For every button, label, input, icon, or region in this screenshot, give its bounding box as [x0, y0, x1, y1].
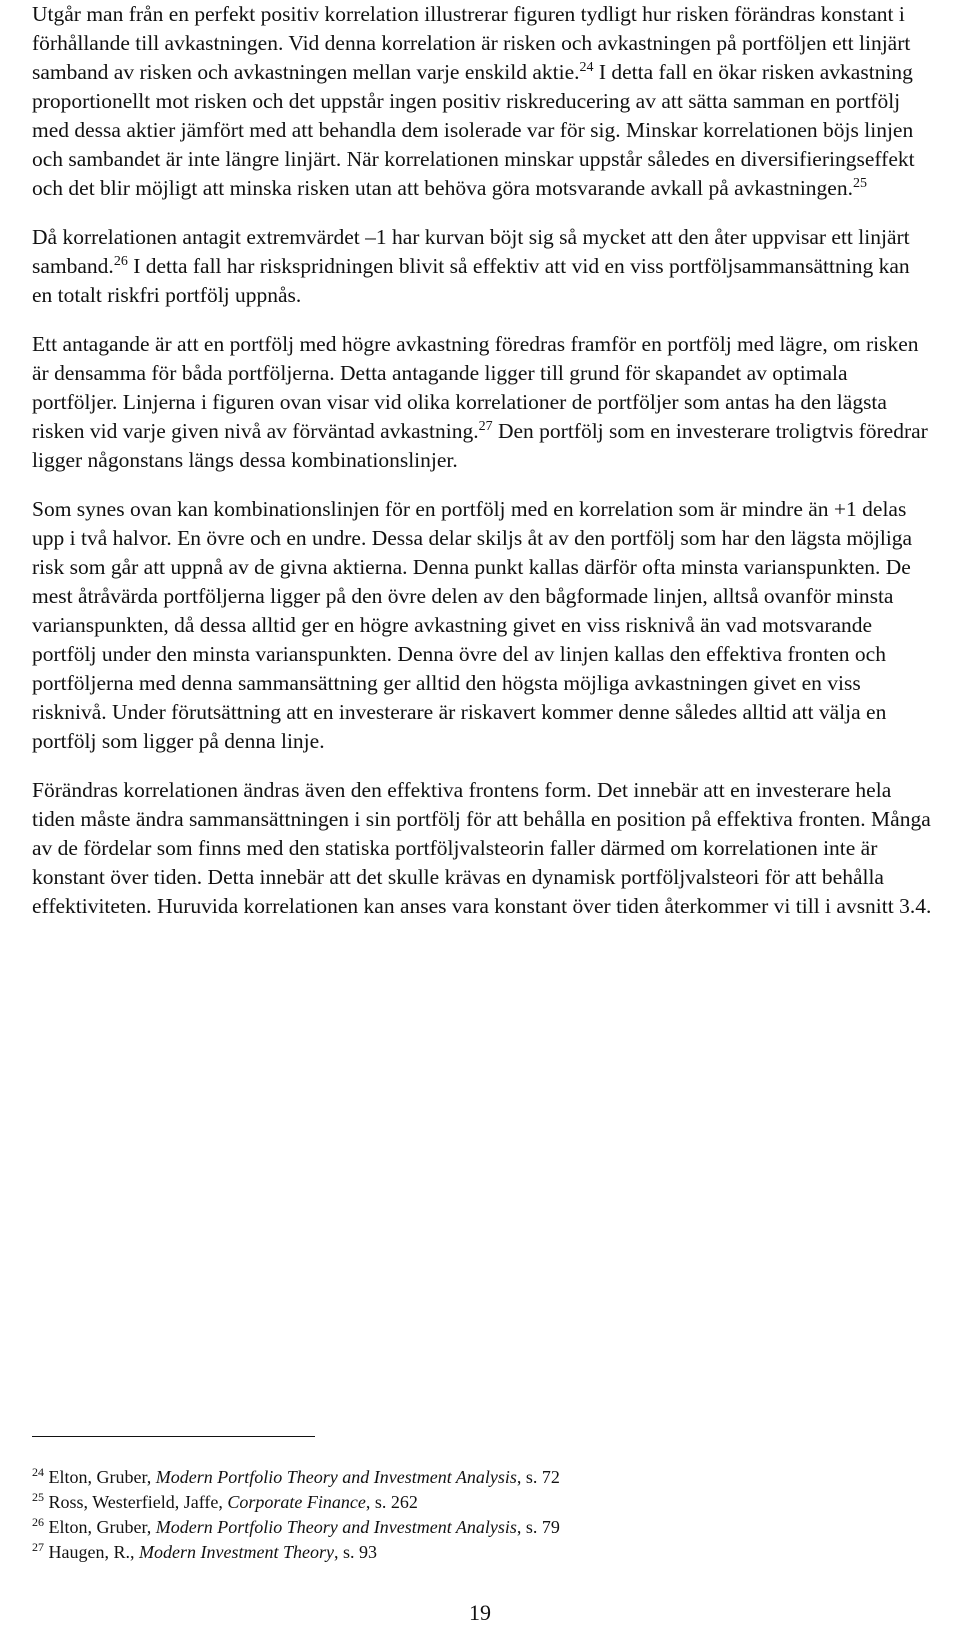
- footnote-page: , s. 262: [365, 1492, 418, 1512]
- paragraph-4: [32, 495, 932, 756]
- footnotes: [32, 1465, 932, 1565]
- text-run: Ett antagande är att en portfölj med högre avkastning föredras framför en portfölj med lägre, om risken är densamma för båda portföljerna. Detta antagande ligger till grund för skapandet av optimala portföljer. Linjerna i figuren ovan visar vid olika korrelationer de portföljer som antas ha den lägsta risken vid varje given nivå av förväntad avkastning.: [32, 332, 919, 443]
- footnote-title: Modern Portfolio Theory and Investment Analysis: [155, 1517, 517, 1537]
- text-run: I detta fall har riskspridningen blivit så effektiv att vid en viss portföljsammansättning kan en totalt riskfri portfölj uppnås.: [32, 254, 910, 307]
- paragraph-5: [32, 776, 932, 921]
- page-number: 19: [469, 1600, 491, 1625]
- footnote-ref-24[interactable]: 24: [579, 59, 594, 75]
- paragraph-3: [32, 330, 932, 475]
- footnote-page: , s. 93: [333, 1542, 377, 1562]
- text-run: Den portfölj som en investerare troligtvis föredrar ligger någonstans längs dessa kombinationslinjer.: [32, 419, 928, 472]
- text-run: Förändras korrelationen ändras även den effektiva frontens form. Det innebär att en investerare hela tiden måste ändra sammansättningen i sin portfölj för att behålla en position på effektiva fronten. Många av de fördelar som finns med den statiska portföljvalsteorin faller därmed om korrelationen inte är konstant över tiden. Detta innebär att det skulle krävas en dynamisk portföljvalsteori för att behålla effektiviteten. Huruvida korrelationen kan anses vara konstant över tiden återkommer vi till i avsnitt 3.4.: [32, 778, 932, 918]
- footnote-26: [32, 1515, 932, 1540]
- footnote-author: Haugen, R.,: [48, 1542, 139, 1562]
- footnote-number: 26: [32, 1515, 44, 1529]
- footnote-page: , s. 79: [516, 1517, 560, 1537]
- paragraph-2: [32, 223, 932, 310]
- footnote-ref-26[interactable]: 26: [113, 253, 128, 269]
- text-run: I detta fall en ökar risken avkastning proportionellt mot risken och det uppstår ingen positiv riskreducering av att sätta samman en portfölj med dessa aktier jämfört med att behandla dem isolerade var för sig. Minskar korrelationen böjs linjen och sambandet är inte längre linjärt. När korrelationen minskar uppstår således en diversifieringseffekt och det blir möjligt att minska risken utan att behöva göra motsvarande avkall på avkastningen.: [32, 60, 915, 200]
- footnote-title: Modern Investment Theory: [138, 1542, 334, 1562]
- body-text: [32, 0, 932, 941]
- footnote-number: 24: [32, 1465, 44, 1479]
- footnote-ref-25[interactable]: 25: [852, 175, 867, 191]
- footnote-author: Elton, Gruber,: [48, 1467, 156, 1487]
- paragraph-1: [32, 0, 932, 203]
- footnote-page: , s. 72: [516, 1467, 560, 1487]
- footnote-title: Corporate Finance: [227, 1492, 366, 1512]
- footnote-title: Modern Portfolio Theory and Investment Analysis: [155, 1467, 517, 1487]
- text-run: Då korrelationen antagit extremvärdet –1 har kurvan böjt sig så mycket att den åter uppvisar ett linjärt samband.: [32, 225, 910, 278]
- footnote-number: 27: [32, 1540, 44, 1554]
- footnote-author: Elton, Gruber,: [48, 1517, 156, 1537]
- footnote-25: [32, 1490, 932, 1515]
- footnote-24: [32, 1465, 932, 1490]
- footnote-number: 25: [32, 1490, 44, 1504]
- footnote-separator: [32, 1436, 315, 1437]
- text-run: Utgår man från en perfekt positiv korrelation illustrerar figuren tydligt hur risken förändras konstant i förhållande till avkastningen. Vid denna korrelation är risken och avkastningen på portföljen ett linjärt samband av risken och avkastningen mellan varje enskild aktie.: [32, 2, 911, 84]
- footnote-author: Ross, Westerfield, Jaffe,: [48, 1492, 228, 1512]
- footnote-ref-27[interactable]: 27: [478, 418, 493, 434]
- footnote-27: [32, 1540, 932, 1565]
- text-run: Som synes ovan kan kombinationslinjen för en portfölj med en korrelation som är mindre än +1 delas upp i två halvor. En övre och en undre. Dessa delar skiljs åt av den portfölj som har den lägsta möjliga risk som går att uppnå av de givna aktierna. Denna punkt kallas därför ofta minsta varianspunkten. De mest åtråvärda portföljerna ligger på den övre delen av den bågformade linjen, alltså ovanför minsta varianspunkten, då dessa alltid ger en högre avkastning givet en viss risknivå än vad motsvarande portfölj under den minsta varianspunkten. Denna övre del av linjen kallas den effektiva fronten och portföljerna med denna sammansättning ger alltid den högsta möjliga avkastningen givet en viss risknivå. Under förutsättning att en investerare är riskavert kommer denne således alltid att välja en portfölj som ligger på denna linje.: [32, 497, 913, 753]
